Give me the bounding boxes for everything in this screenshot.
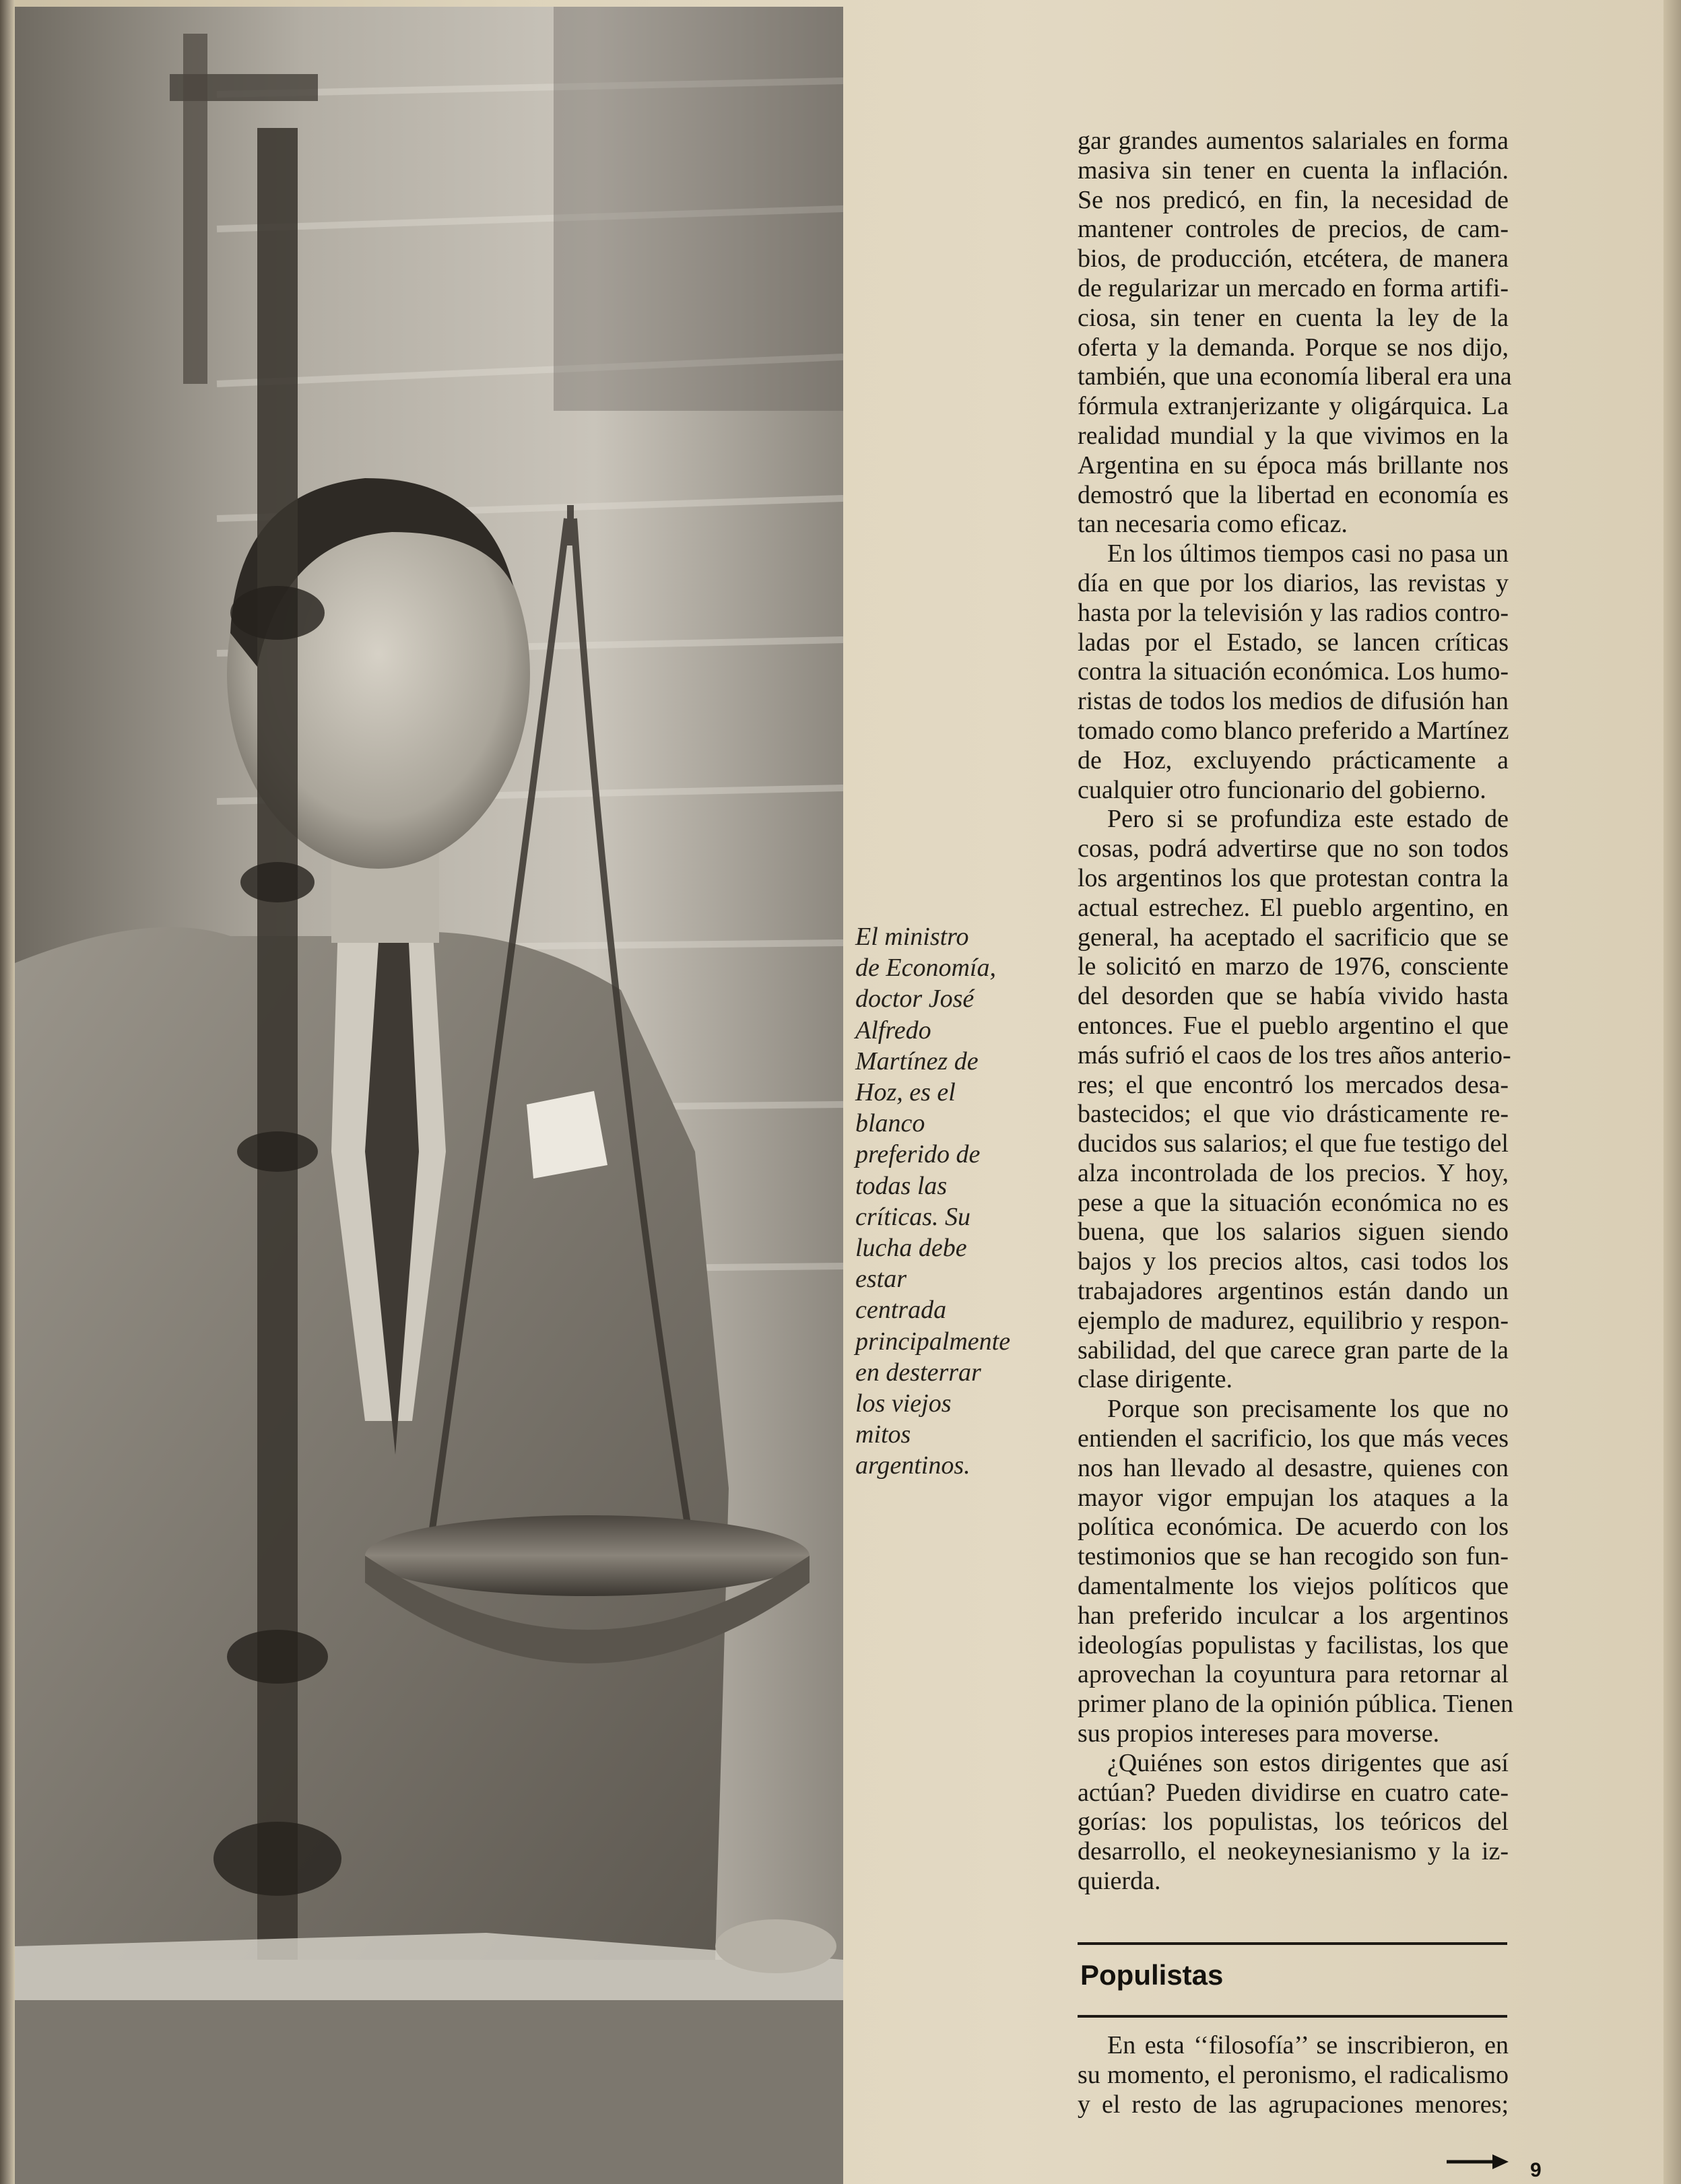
section-rule-top — [1078, 1942, 1507, 1945]
caption-line: de Economía, — [855, 954, 996, 983]
body-line: ladas por el Estado, se lancen críticas — [1078, 628, 1509, 657]
section-rule-bottom — [1078, 2015, 1507, 2018]
body-line: ducidos sus salarios; el que fue testigo del — [1078, 1129, 1509, 1158]
body-line: día en que por los diarios, las revistas y — [1078, 568, 1509, 597]
body-line: buena, que los salarios siguen siendo — [1078, 1218, 1509, 1247]
body-line: más sufrió el caos de los tres años anterio- — [1078, 1040, 1511, 1069]
body-line: gorías: los populistas, los teóricos del — [1078, 1808, 1509, 1836]
article-body-column — [1078, 127, 1513, 1896]
section-body-column — [1078, 2031, 1509, 2119]
body-line: Se nos predicó, en fin, la necesidad de — [1078, 185, 1509, 214]
body-line: también, que una economía liberal era una — [1078, 362, 1512, 391]
body-line: damentalmente los viejos políticos que — [1078, 1572, 1509, 1601]
body-line: actúan? Pueden dividirse en cuatro cate- — [1078, 1778, 1509, 1807]
body-line: oferta y la demanda. Porque se nos dijo, — [1078, 333, 1509, 362]
body-line: general, ha aceptado el sacrificio que se — [1078, 923, 1509, 952]
caption-line: centrada — [855, 1296, 947, 1325]
body-line: han preferido inculcar a los argentinos — [1078, 1601, 1509, 1630]
body-line: trabajadores argentinos están dando un — [1078, 1277, 1509, 1306]
caption-line: Alfredo — [855, 1016, 931, 1045]
caption-line: en desterrar — [855, 1358, 981, 1387]
section-line: y el resto de las agrupaciones menores; — [1078, 2090, 1509, 2119]
body-line: bios, de producción, etcétera, de manera — [1078, 244, 1509, 273]
caption-line: estar — [855, 1265, 907, 1294]
minister-photo — [15, 7, 843, 2184]
caption-line: El ministro — [855, 923, 969, 951]
body-line: los argentinos los que protestan contra la — [1078, 863, 1509, 892]
body-line: primer plano de la opinión pública. Tienen — [1078, 1690, 1513, 1719]
caption-line: lucha debe — [855, 1234, 967, 1263]
body-line: masiva sin tener en cuenta la inflación. — [1078, 156, 1509, 185]
body-line: ideologías populistas y facilistas, los que — [1078, 1630, 1509, 1659]
body-line: mantener controles de precios, de cam- — [1078, 215, 1509, 244]
body-line: res; el que encontró los mercados desa- — [1078, 1070, 1509, 1099]
body-line: realidad mundial y la que vivimos en la — [1078, 421, 1509, 450]
body-line: ¿Quiénes son estos dirigentes que así — [1107, 1748, 1509, 1777]
right-arrow-icon — [1445, 2152, 1510, 2175]
body-line: clase dirigente. — [1078, 1365, 1233, 1394]
body-line: quierda. — [1078, 1867, 1161, 1896]
caption-line: mitos — [855, 1420, 911, 1449]
body-line: cosas, podrá advertirse que no son todos — [1078, 834, 1509, 863]
page-right-edge — [1663, 0, 1681, 2184]
body-line: gar grandes aumentos salariales en forma — [1078, 127, 1509, 155]
body-line: alza incontrolada de los precios. Y hoy, — [1078, 1158, 1509, 1187]
caption-line: argentinos. — [855, 1451, 970, 1480]
body-line: sus propios intereses para moverse. — [1078, 1719, 1440, 1748]
body-line: demostró que la libertad en economía es — [1078, 480, 1509, 509]
body-line: cualquier otro funcionario del gobierno. — [1078, 775, 1486, 804]
photo-of-minister-with-balance-scale-icon — [15, 7, 843, 2184]
caption-line: todas las — [855, 1171, 948, 1200]
body-line: En los últimos tiempos casi no pasa un — [1107, 539, 1509, 568]
body-line: Argentina en su época más brillante nos — [1078, 451, 1509, 479]
body-line: actual estrechez. El pueblo argentino, en — [1078, 893, 1509, 922]
body-line: contra la situación económica. Los humo- — [1078, 657, 1509, 686]
page-binding-edge — [0, 0, 15, 2184]
body-line: Pero si se profundiza este estado de — [1107, 805, 1509, 834]
photo-caption — [854, 921, 1072, 1482]
section-line: En esta ‘‘filosofía’’ se inscribieron, en — [1107, 2031, 1509, 2059]
body-line: bastecidos; el que vio drásticamente re- — [1078, 1100, 1509, 1129]
body-line: hasta por la televisión y las radios contro- — [1078, 598, 1509, 627]
caption-line: Hoz, es el — [855, 1078, 956, 1107]
body-line: de regularizar un mercado en forma artifi- — [1078, 273, 1509, 302]
body-line: entonces. Fue el pueblo argentino el que — [1078, 1011, 1509, 1040]
caption-line: los viejos — [855, 1389, 952, 1418]
page-number: 9 — [1530, 2159, 1542, 2181]
body-line: Porque son precisamente los que no — [1107, 1395, 1509, 1424]
body-line: nos han llevado al desastre, quienes con — [1078, 1453, 1509, 1482]
body-line: del desorden que se había vivido hasta — [1078, 982, 1509, 1011]
body-line: mayor vigor empujan los ataques a la — [1078, 1483, 1509, 1512]
caption-line: principalmente — [855, 1327, 1011, 1356]
body-line: de Hoz, excluyendo prácticamente a — [1078, 746, 1509, 774]
body-line: política económica. De acuerdo con los — [1078, 1513, 1509, 1542]
body-line: pese a que la situación económica no es — [1078, 1188, 1509, 1217]
caption-line: Martínez de — [855, 1047, 979, 1076]
body-line: tomado como blanco preferido a Martínez — [1078, 716, 1509, 745]
caption-line: doctor José — [855, 985, 975, 1014]
section-line: su momento, el peronismo, el radicalismo — [1078, 2060, 1509, 2089]
body-line: ciosa, sin tener en cuenta la ley de la — [1078, 303, 1509, 332]
body-line: entienden el sacrificio, los que más veces — [1078, 1424, 1509, 1453]
caption-line: críticas. Su — [855, 1202, 970, 1231]
body-line: testimonios que se han recogido son fun- — [1078, 1542, 1509, 1571]
body-line: fórmula extranjerizante y oligárquica. La — [1078, 392, 1509, 421]
body-line: aprovechan la coyuntura para retornar al — [1078, 1660, 1509, 1689]
body-line: sabilidad, del que carece gran parte de la — [1078, 1335, 1509, 1364]
body-line: desarrollo, el neokeynesianismo y la iz- — [1078, 1837, 1509, 1866]
body-line: tan necesaria como eficaz. — [1078, 510, 1348, 539]
caption-line: preferido de — [855, 1140, 981, 1169]
body-line: le solicitó en marzo de 1976, consciente — [1078, 952, 1509, 981]
caption-line: blanco — [855, 1109, 925, 1138]
section-heading: Populistas — [1080, 1959, 1224, 1991]
body-line: bajos y los precios altos, casi todos los — [1078, 1247, 1509, 1276]
body-line: ristas de todos los medios de difusión han — [1078, 687, 1509, 716]
body-line: ejemplo de madurez, equilibrio y respon- — [1078, 1306, 1509, 1335]
